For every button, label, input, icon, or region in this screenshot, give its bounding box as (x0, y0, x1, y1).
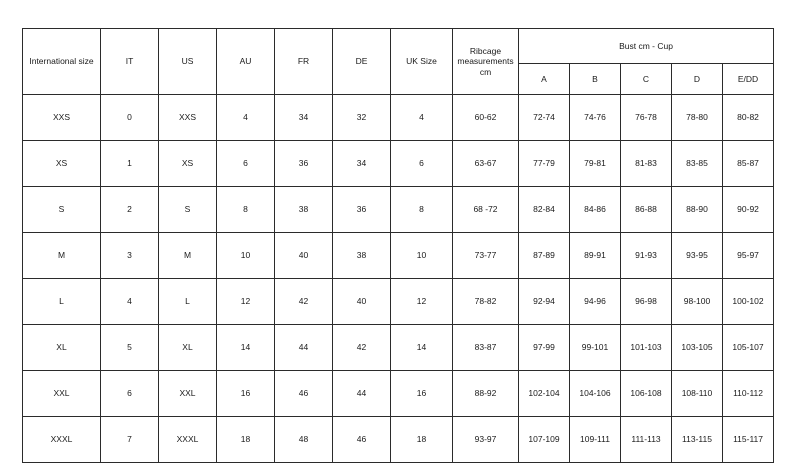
cell-cup-a: 107-109 (519, 417, 570, 463)
cell-cup-a: 77-79 (519, 141, 570, 187)
column-header-cup-a: A (519, 64, 570, 95)
cell-cup-b: 74-76 (570, 95, 621, 141)
cell-international-size: L (23, 279, 101, 325)
cell-cup-a: 87-89 (519, 233, 570, 279)
cell-us: L (159, 279, 217, 325)
cell-cup-e-dd: 110-112 (723, 371, 774, 417)
cell-cup-a: 82-84 (519, 187, 570, 233)
cell-uk: 10 (391, 233, 453, 279)
cell-au: 16 (217, 371, 275, 417)
cell-international-size: XS (23, 141, 101, 187)
cell-cup-b: 109-111 (570, 417, 621, 463)
cell-international-size: M (23, 233, 101, 279)
cell-ribcage: 88-92 (453, 371, 519, 417)
cell-uk: 12 (391, 279, 453, 325)
cell-au: 12 (217, 279, 275, 325)
cell-it: 6 (101, 371, 159, 417)
cell-cup-b: 89-91 (570, 233, 621, 279)
cell-uk: 8 (391, 187, 453, 233)
table-row (23, 371, 774, 417)
cell-fr: 34 (275, 95, 333, 141)
cell-cup-a: 102-104 (519, 371, 570, 417)
cell-cup-a: 72-74 (519, 95, 570, 141)
cell-cup-c: 86-88 (621, 187, 672, 233)
cell-cup-a: 92-94 (519, 279, 570, 325)
cell-it: 0 (101, 95, 159, 141)
cell-cup-b: 104-106 (570, 371, 621, 417)
cell-de: 38 (333, 233, 391, 279)
column-header-cup-e-dd: E/DD (723, 64, 774, 95)
cell-ribcage: 93-97 (453, 417, 519, 463)
cell-us: S (159, 187, 217, 233)
cell-de: 36 (333, 187, 391, 233)
cell-cup-d: 83-85 (672, 141, 723, 187)
cell-cup-e-dd: 95-97 (723, 233, 774, 279)
cell-uk: 14 (391, 325, 453, 371)
cell-cup-c: 106-108 (621, 371, 672, 417)
cell-ribcage: 78-82 (453, 279, 519, 325)
cell-international-size: S (23, 187, 101, 233)
cell-cup-e-dd: 80-82 (723, 95, 774, 141)
cell-fr: 42 (275, 279, 333, 325)
cell-cup-d: 98-100 (672, 279, 723, 325)
table-body (23, 95, 774, 463)
cell-it: 2 (101, 187, 159, 233)
cell-cup-c: 111-113 (621, 417, 672, 463)
cell-ribcage: 60-62 (453, 95, 519, 141)
table-row (23, 95, 774, 141)
column-header-it: IT (101, 29, 159, 95)
cell-cup-e-dd: 90-92 (723, 187, 774, 233)
cell-cup-e-dd: 85-87 (723, 141, 774, 187)
cell-de: 34 (333, 141, 391, 187)
cell-us: XXXL (159, 417, 217, 463)
cell-de: 42 (333, 325, 391, 371)
table-row (23, 325, 774, 371)
column-header-us: US (159, 29, 217, 95)
cell-cup-e-dd: 105-107 (723, 325, 774, 371)
cell-cup-d: 88-90 (672, 187, 723, 233)
cell-au: 18 (217, 417, 275, 463)
column-header-fr: FR (275, 29, 333, 95)
cell-fr: 44 (275, 325, 333, 371)
cell-us: XXS (159, 95, 217, 141)
cell-de: 32 (333, 95, 391, 141)
header-row-primary (23, 29, 774, 64)
cell-international-size: XXS (23, 95, 101, 141)
table-row (23, 417, 774, 463)
cell-uk: 18 (391, 417, 453, 463)
cell-cup-d: 113-115 (672, 417, 723, 463)
cell-uk: 4 (391, 95, 453, 141)
cell-ribcage: 83-87 (453, 325, 519, 371)
column-header-cup-b: B (570, 64, 621, 95)
size-chart-table (22, 28, 774, 463)
cell-fr: 36 (275, 141, 333, 187)
cell-ribcage: 73-77 (453, 233, 519, 279)
cell-us: XL (159, 325, 217, 371)
table-row (23, 279, 774, 325)
cell-cup-c: 81-83 (621, 141, 672, 187)
cell-cup-b: 99-101 (570, 325, 621, 371)
cell-cup-d: 93-95 (672, 233, 723, 279)
cell-fr: 38 (275, 187, 333, 233)
cell-international-size: XXL (23, 371, 101, 417)
cell-cup-c: 101-103 (621, 325, 672, 371)
column-header-de: DE (333, 29, 391, 95)
cell-cup-e-dd: 115-117 (723, 417, 774, 463)
table-row (23, 141, 774, 187)
cell-it: 1 (101, 141, 159, 187)
cell-au: 14 (217, 325, 275, 371)
cell-cup-b: 84-86 (570, 187, 621, 233)
cell-cup-c: 76-78 (621, 95, 672, 141)
table-header (23, 29, 774, 95)
cell-cup-c: 91-93 (621, 233, 672, 279)
cell-fr: 48 (275, 417, 333, 463)
cell-cup-b: 79-81 (570, 141, 621, 187)
column-header-uk-size: UK Size (391, 29, 453, 95)
cell-us: XXL (159, 371, 217, 417)
cell-au: 8 (217, 187, 275, 233)
cell-au: 10 (217, 233, 275, 279)
cell-uk: 6 (391, 141, 453, 187)
cell-au: 4 (217, 95, 275, 141)
cell-cup-c: 96-98 (621, 279, 672, 325)
cell-cup-d: 103-105 (672, 325, 723, 371)
cell-de: 40 (333, 279, 391, 325)
table-row (23, 233, 774, 279)
cell-us: M (159, 233, 217, 279)
cell-cup-a: 97-99 (519, 325, 570, 371)
cell-it: 7 (101, 417, 159, 463)
cell-cup-b: 94-96 (570, 279, 621, 325)
cell-international-size: XL (23, 325, 101, 371)
cell-international-size: XXXL (23, 417, 101, 463)
column-header-cup-c: C (621, 64, 672, 95)
cell-us: XS (159, 141, 217, 187)
cell-it: 4 (101, 279, 159, 325)
cell-cup-e-dd: 100-102 (723, 279, 774, 325)
cell-fr: 46 (275, 371, 333, 417)
table-row (23, 187, 774, 233)
cell-it: 5 (101, 325, 159, 371)
column-header-cup-d: D (672, 64, 723, 95)
cell-fr: 40 (275, 233, 333, 279)
cell-cup-d: 108-110 (672, 371, 723, 417)
cell-ribcage: 68 -72 (453, 187, 519, 233)
cell-ribcage: 63-67 (453, 141, 519, 187)
column-header-ribcage-measurements: Ribcage measurements cm (453, 29, 519, 95)
cell-de: 44 (333, 371, 391, 417)
column-header-au: AU (217, 29, 275, 95)
column-header-international-size: International size (23, 29, 101, 95)
column-group-header-bust-cup: Bust cm - Cup (519, 29, 774, 64)
cell-uk: 16 (391, 371, 453, 417)
cell-de: 46 (333, 417, 391, 463)
cell-cup-d: 78-80 (672, 95, 723, 141)
cell-it: 3 (101, 233, 159, 279)
cell-au: 6 (217, 141, 275, 187)
